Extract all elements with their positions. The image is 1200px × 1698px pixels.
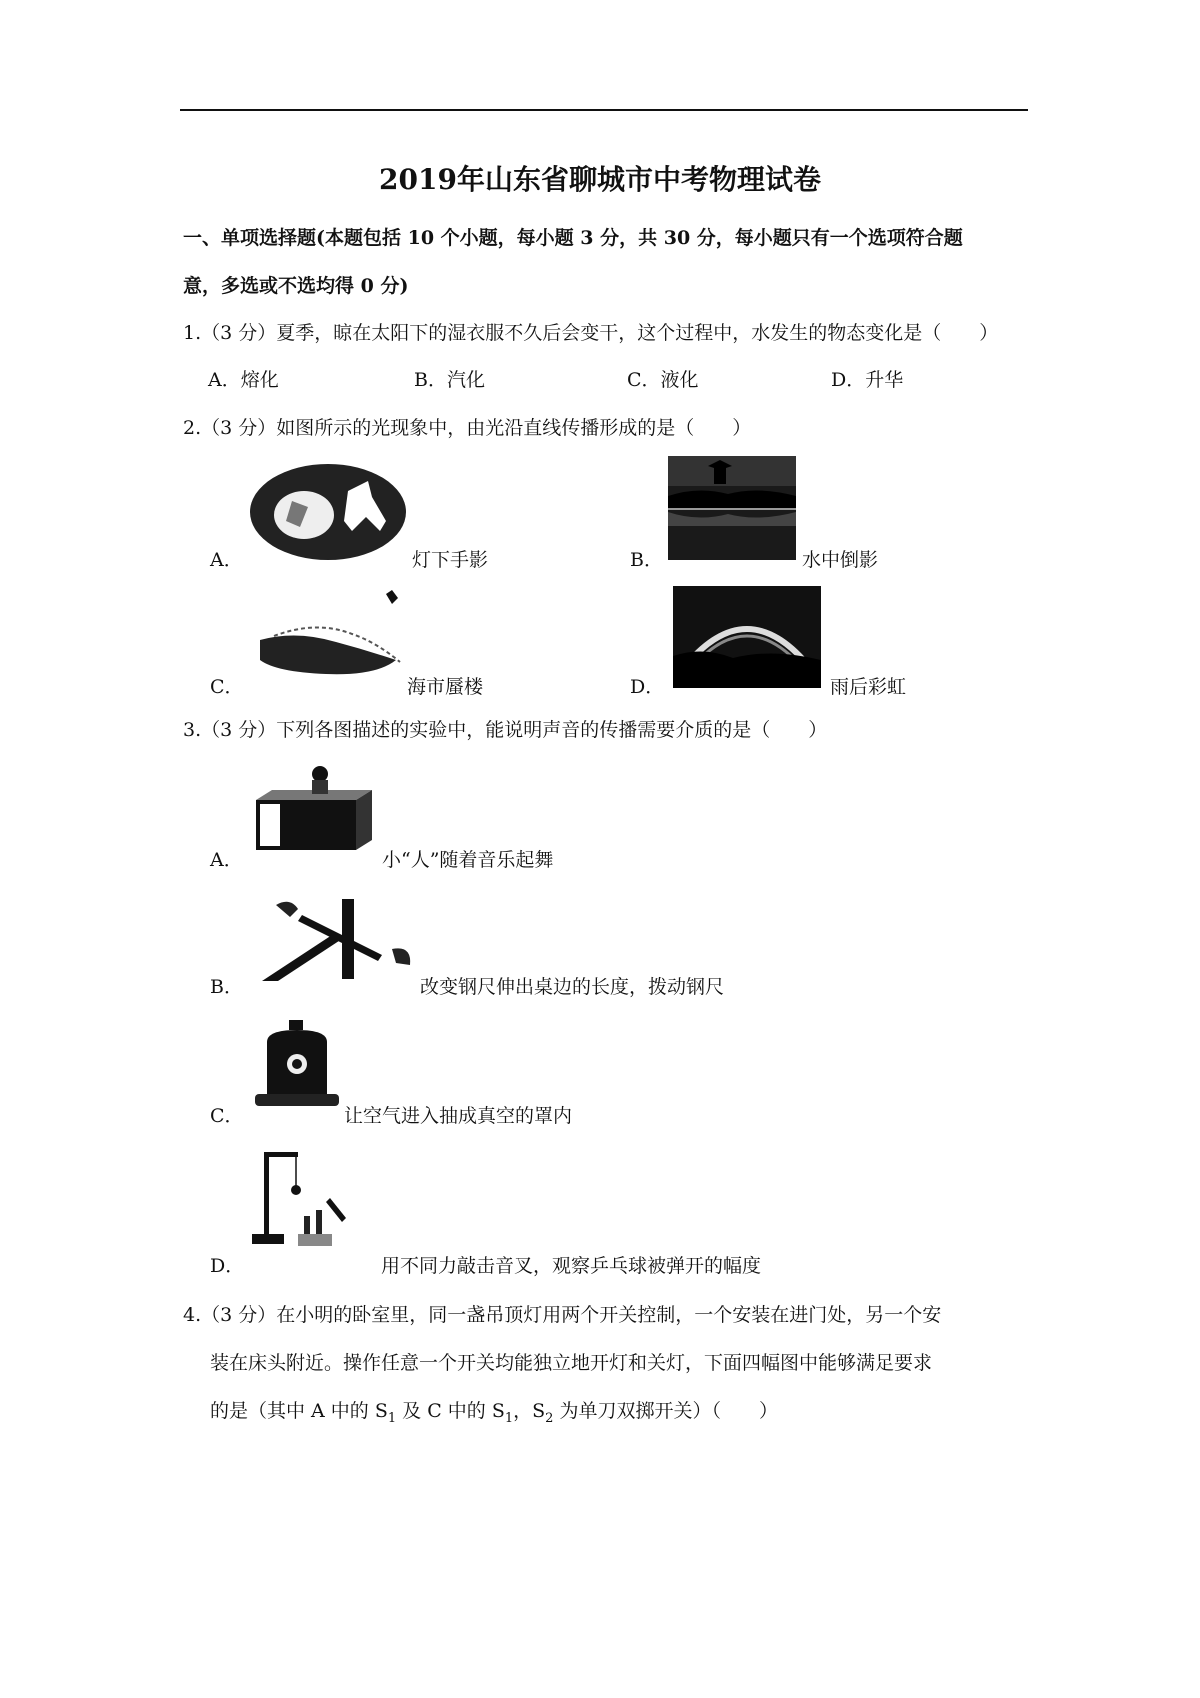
q2-option-d-letter[interactable]: D． (630, 676, 665, 698)
q4-text-part4: 为单刀双掷开关）（ ） (553, 1400, 778, 1422)
q2-stem: 2.（3 分）如图所示的光现象中，由光沿直线传播形成的是（ ） (183, 417, 752, 439)
q1-option-b-letter: B． (414, 369, 447, 391)
q3-option-b-caption: 改变钢尺伸出桌边的长度，拨动钢尺 (420, 976, 725, 998)
q4-text-part1: 的是（其中 A 中的 S (210, 1400, 388, 1422)
q1-option-a-letter: A． (208, 369, 241, 391)
header-rule (180, 109, 1028, 111)
q3-stem: 3.（3 分）下列各图描述的实验中，能说明声音的传播需要介质的是（ ） (183, 719, 828, 741)
q2-figure-mirage (256, 590, 406, 678)
section-heading-line1: 一、单项选择题(本题包括 10 个小题，每小题 3 分，共 30 分，每小题只有一个选项符合题 (183, 227, 963, 249)
q1-option-a-text: 熔化 (240, 369, 279, 391)
q4-stem-line2: 装在床头附近。操作任意一个开关均能独立地开灯和关灯，下面四幅图中能够满足要求 (210, 1352, 933, 1374)
q4-subscript-1: 1 (387, 1410, 397, 1426)
q2-option-c-caption: 海市蜃楼 (407, 676, 484, 698)
q2-figure-hand-shadow (248, 461, 408, 563)
q4-subscript-2: 1 (504, 1410, 514, 1426)
q4-stem-line1: 4.（3 分）在小明的卧室里，同一盏吊顶灯用两个开关控制，一个安装在进门处，另一个安 (183, 1304, 942, 1326)
q3-figure-bell-jar (255, 1020, 339, 1110)
q1-option-c[interactable] (627, 365, 699, 392)
q2-option-d-caption: 雨后彩虹 (830, 676, 907, 698)
q2-figure-water-reflection (668, 456, 796, 560)
q2-option-a-caption: 灯下手影 (412, 549, 489, 571)
q4-stem-line3 (210, 1396, 778, 1426)
q1-option-d-letter: D． (831, 369, 866, 391)
q3-option-d-caption: 用不同力敲击音叉，观察乒乓球被弹开的幅度 (381, 1255, 762, 1277)
q1-option-b-text: 汽化 (446, 369, 485, 391)
q3-option-c-caption: 让空气进入抽成真空的罩内 (344, 1105, 573, 1127)
q3-option-c-letter[interactable]: C． (210, 1105, 244, 1127)
q3-option-d-letter[interactable]: D． (210, 1255, 245, 1277)
q2-option-b-caption: 水中倒影 (802, 549, 879, 571)
q3-option-a-caption: 小“人”随着音乐起舞 (382, 849, 554, 871)
q2-figure-rainbow (673, 586, 821, 688)
q2-option-a-letter[interactable]: A． (210, 549, 243, 571)
q1-option-a[interactable] (208, 365, 279, 392)
q1-stem: 1.（3 分）夏季，晾在太阳下的湿衣服不久后会变干，这个过程中，水发生的物态变化是（ ） (183, 322, 999, 344)
q1-option-c-letter: C． (627, 369, 661, 391)
q3-option-a-letter[interactable]: A． (210, 849, 243, 871)
q1-option-c-text: 液化 (660, 369, 699, 391)
q2-option-c-letter[interactable]: C． (210, 676, 244, 698)
q1-option-d[interactable] (831, 365, 903, 392)
q3-figure-tuning-fork (250, 1146, 380, 1250)
q4-text-part2: 及 C 中的 S (396, 1400, 505, 1422)
q3-figure-dancing-figure (250, 760, 378, 856)
q3-figure-steel-ruler (262, 895, 422, 985)
q1-option-b[interactable] (414, 365, 485, 392)
q4-subscript-3: 2 (545, 1410, 554, 1426)
q4-text-part3: ，S (513, 1400, 546, 1422)
q2-option-b-letter[interactable]: B． (630, 549, 663, 571)
q3-option-b-letter[interactable]: B． (210, 976, 243, 998)
q1-option-d-text: 升华 (865, 369, 904, 391)
section-heading-line2: 意，多选或不选均得 0 分) (183, 275, 409, 297)
page-title: 2019年山东省聊城市中考物理试卷 (379, 163, 821, 196)
